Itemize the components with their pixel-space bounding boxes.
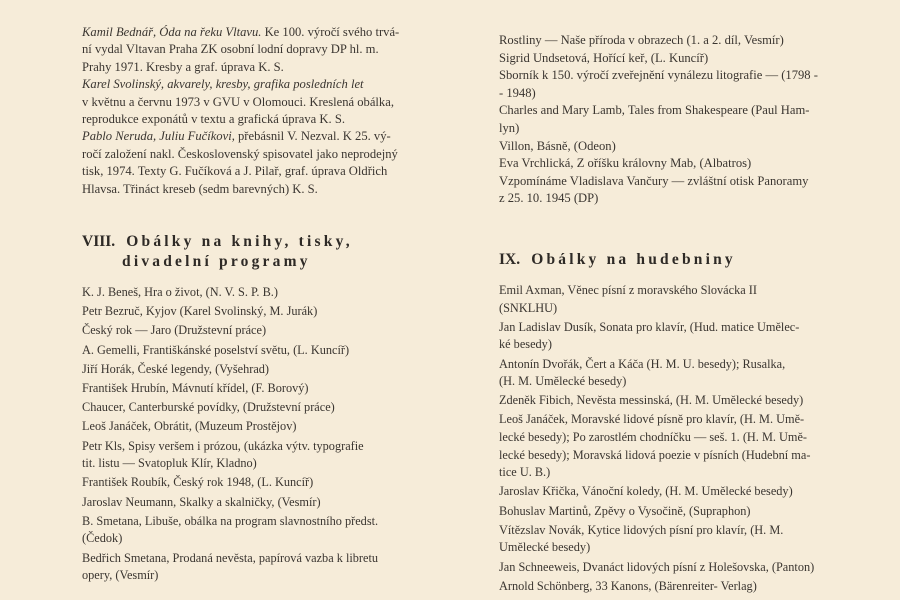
entry-line: Villon, Básně, (Odeon) — [499, 138, 616, 153]
list-item — [499, 392, 861, 410]
list-item — [499, 483, 861, 501]
list-item — [499, 173, 861, 208]
entry-line: tit. listu — Svatopluk Klír, Kladno) — [82, 456, 257, 471]
entry-line — [82, 24, 440, 41]
right-intro-entries — [499, 32, 861, 208]
list-item — [499, 356, 861, 391]
list-item — [499, 411, 861, 481]
section-viii-list — [82, 284, 440, 585]
entry-title: Kamil Bednář, Óda na řeku Vltavu. — [82, 25, 262, 39]
list-item — [82, 438, 440, 473]
list-item — [82, 322, 440, 340]
entry-line: lyn) — [499, 120, 520, 135]
entry-text: ročí založení nakl. Československý spisovatel jako neprodejný — [82, 146, 398, 161]
section-title-line1: Obálky na hudebniny — [531, 250, 736, 268]
entry-text: přebásnil V. Nezval. K 25. vý- — [234, 129, 391, 144]
list-item — [499, 32, 861, 50]
list-item — [82, 550, 440, 585]
entry-line: (H. M. Umělecké besedy) — [499, 374, 627, 389]
entry-line: František Roubík, Český rok 1948, (L. Kuncíř) — [82, 475, 314, 490]
entry-line: Zdeněk Fibich, Nevěsta messinská, (H. M. Umělecké besedy) — [499, 393, 804, 408]
entry-line: Vzpomínáme Vladislava Vančury — zvláštní otisk Panoramy — [499, 173, 809, 188]
bibliography-entry — [82, 24, 440, 76]
section-title-line1: Obálky na knihy, tisky, — [126, 233, 353, 251]
entry-line: Rostliny — Naše příroda v obrazech (1. a 2. díl, Vesmír) — [499, 33, 784, 47]
section-number: IX. — [499, 250, 521, 268]
section-heading-viii — [82, 232, 440, 272]
entry-line: Leoš Janáček, Obrátit, (Muzeum Prostějov) — [82, 419, 297, 434]
left-intro-entries — [82, 24, 440, 198]
entry-line: tice U. B.) — [499, 465, 551, 480]
entry-line: Vítězslav Novák, Kytice lidových písní pro klavír, (H. M. — [499, 522, 784, 537]
list-item — [82, 494, 440, 512]
entry-line — [82, 146, 440, 163]
entry-text: Hlavsa. Třináct kreseb (sedm barevných) K. S. — [82, 181, 318, 196]
section-heading-ix — [499, 250, 861, 270]
entry-line: František Hrubín, Mávnutí křídel, (F. Borový) — [82, 381, 309, 395]
entry-line: Eva Vrchlická, Z oříšku královny Mab, (Albatros) — [499, 156, 752, 171]
list-item — [82, 303, 440, 321]
bibliography-entry — [82, 128, 440, 198]
entry-line: Petr Bezruč, Kyjov (Karel Svolinský, M. Jurák) — [82, 304, 318, 319]
section-number: VIII. — [82, 233, 116, 251]
right-column — [499, 32, 861, 597]
entry-line — [82, 128, 440, 145]
list-item — [499, 559, 861, 577]
entry-line: ké besedy) — [499, 337, 552, 352]
entry-text: Ke 100. výročí svého trvá- — [261, 25, 400, 39]
entry-line: opery, (Vesmír) — [82, 568, 159, 583]
entry-title: Pablo Neruda, Juliu Fučíkovi, — [82, 129, 235, 144]
list-item — [499, 102, 861, 137]
entry-line: Charles and Mary Lamb, Tales from Shakespeare (Paul Ham- — [499, 103, 810, 118]
entry-line: Chaucer, Canterburské povídky, (Družstevní práce) — [82, 400, 335, 415]
entry-line — [82, 111, 440, 128]
list-item — [499, 522, 861, 557]
entry-line: Umělecké besedy) — [499, 540, 591, 555]
entry-line: Český rok — Jaro (Družstevní práce) — [82, 323, 267, 338]
list-item — [499, 319, 861, 354]
entry-line — [82, 59, 440, 76]
section-ix-list — [499, 282, 861, 595]
list-item — [82, 361, 440, 379]
list-item — [82, 399, 440, 417]
entry-line: Bedřich Smetana, Prodaná nevěsta, papírová vazba k libretu — [82, 550, 379, 565]
entry-line: Sigrid Undsetová, Hořící keř, (L. Kuncíř) — [499, 50, 709, 65]
entry-line: Arnold Schönberg, 33 Kanons, (Bärenreiter- Verlag) — [499, 578, 757, 593]
list-item — [82, 342, 440, 360]
list-item — [499, 155, 861, 173]
entry-line: Antonín Dvořák, Čert a Káča (H. M. U. besedy); Rusalka, — [499, 356, 786, 371]
entry-text: Prahy 1971. Kresby a graf. úprava K. S. — [82, 59, 284, 74]
entry-line: Bohuslav Martinů, Zpěvy o Vysočině, (Supraphon) — [499, 503, 751, 518]
list-item — [499, 67, 861, 102]
entry-text: tisk, 1974. Texty G. Fučíková a J. Pilař, graf. úprava Oldřich — [82, 164, 388, 179]
entry-line: (SNKLHU) — [499, 300, 558, 315]
list-item — [499, 578, 861, 596]
list-item — [499, 503, 861, 521]
entry-line: - 1948) — [499, 85, 536, 100]
entry-line: Jiří Horák, České legendy, (Vyšehrad) — [82, 361, 270, 376]
entry-text: ní vydal Vltavan Praha ZK osobní lodní dopravy DP hl. m. — [82, 42, 379, 57]
entry-line: K. J. Beneš, Hra o život, (N. V. S. P. B.) — [82, 285, 278, 300]
entry-line: Sborník k 150. výročí zveřejnění vynálezu litografie — (1798 - — [499, 68, 818, 83]
entry-text: reprodukce exponátů v textu a grafická úprava K. S. — [82, 112, 345, 127]
entry-line: Jan Ladislav Dusík, Sonata pro klavír, (Hud. matice Umělec- — [499, 319, 800, 334]
entry-line: lecké besedy); Moravská lidová poezie v písních (Hudební ma- — [499, 447, 811, 462]
list-item — [82, 380, 440, 398]
entry-line: Jaroslav Neumann, Skalky a skalničky, (Vesmír) — [82, 494, 321, 509]
list-item — [82, 474, 440, 492]
entry-text: v květnu a červnu 1973 v GVU v Olomouci. Kreslená obálka, — [82, 94, 394, 109]
list-item — [82, 418, 440, 436]
entry-line: lecké besedy); Po zarostlém chodníčku — seš. 1. (H. M. Umě- — [499, 430, 808, 445]
entry-line — [82, 41, 440, 58]
entry-line: Petr Kls, Spisy veršem i prózou, (ukázka výtv. typografie — [82, 438, 364, 453]
entry-line: z 25. 10. 1945 (DP) — [499, 191, 599, 206]
list-item — [499, 138, 861, 156]
entry-line: Emil Axman, Věnec písní z moravského Slovácka II — [499, 282, 757, 297]
entry-line — [82, 181, 440, 198]
entry-line — [82, 76, 440, 93]
list-item — [82, 284, 440, 302]
entry-line: Jaroslav Křička, Vánoční koledy, (H. M. Umělecké besedy) — [499, 484, 793, 499]
list-item — [499, 50, 861, 68]
entry-line — [82, 94, 440, 111]
entry-line: Jan Schneeweis, Dvanáct lidových písní z Holešovska, (Panton) — [499, 559, 815, 574]
list-item — [499, 282, 861, 317]
entry-line: A. Gemelli, Františkánské poselství světu, (L. Kuncíř) — [82, 342, 350, 357]
entry-title: Karel Svolinský, akvarely, kresby, grafika posledních let — [82, 77, 364, 92]
section-title-line2: divadelní programy — [122, 253, 311, 271]
left-column — [82, 24, 440, 586]
entry-line: B. Smetana, Libuše, obálka na program slavnostního předst. — [82, 513, 379, 528]
entry-line — [82, 163, 440, 180]
list-item — [82, 513, 440, 548]
entry-line: (Čedok) — [82, 531, 123, 546]
entry-line: Leoš Janáček, Moravské lidové písně pro klavír, (H. M. Umě- — [499, 412, 805, 427]
bibliography-entry — [82, 76, 440, 128]
